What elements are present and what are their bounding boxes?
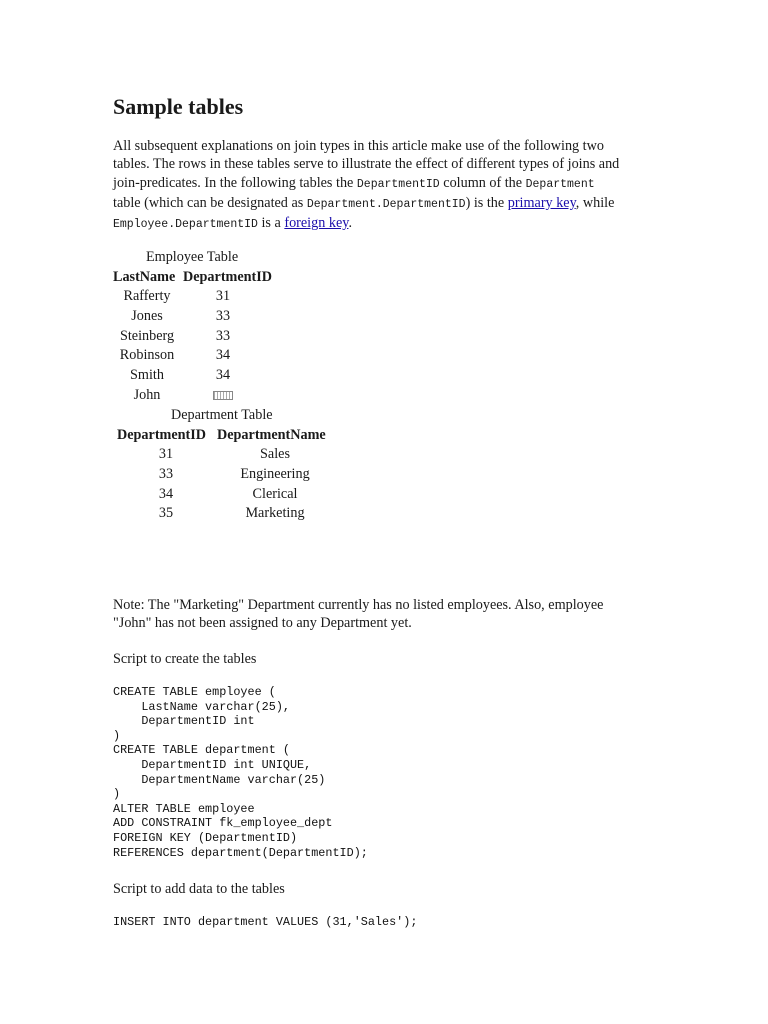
intro-text: table (which can be designated as	[113, 194, 307, 211]
intro-line-5	[113, 214, 653, 234]
cell-lastname: Robinson	[119, 347, 175, 364]
cell-departmentid: 31	[158, 446, 174, 462]
table-header-row	[113, 267, 279, 287]
cell-lastname: John	[133, 386, 161, 403]
cell-departmentid: 34	[158, 485, 174, 502]
cell-lastname: Jones	[131, 307, 163, 324]
department-table-caption: Department Table	[171, 407, 273, 423]
intro-text: .	[348, 215, 352, 232]
insert-data-code-block: INSERT INTO department VALUES (31,'Sales');	[113, 915, 418, 929]
intro-line-2: tables. The rows in these tables serve to illustrate the effect of different types of joins and	[113, 156, 620, 173]
cell-departmentid: 33	[158, 465, 174, 482]
table-row	[117, 504, 335, 524]
table-row	[113, 386, 279, 406]
note-paragraph	[113, 596, 603, 633]
intro-text: ) is the	[465, 194, 508, 211]
intro-line-3	[113, 174, 653, 194]
inline-code-department-departmentid: Department.DepartmentID	[306, 197, 466, 211]
note-line-2: "John" has not been assigned to any Department yet.	[113, 615, 412, 632]
intro-text: join-predicates. In the following tables the	[113, 174, 357, 191]
column-header-departmentid: DepartmentID	[117, 427, 207, 443]
table-row	[117, 485, 335, 505]
section-title: Sample tables	[113, 94, 244, 119]
cell-departmentname: Sales	[260, 446, 290, 462]
cell-departmentname: Engineering	[240, 465, 310, 482]
table-row	[113, 287, 279, 307]
inline-code-department: Department	[525, 177, 595, 191]
intro-line-4	[113, 194, 653, 214]
column-header-lastname: LastName	[113, 269, 176, 285]
table-row	[117, 465, 335, 485]
cell-departmentid: 33	[215, 307, 231, 324]
cell-lastname: Steinberg	[119, 327, 175, 344]
create-tables-code-block: CREATE TABLE employee ( LastName varchar(25), DepartmentID int ) CREATE TABLE department ( DepartmentID int UNIQUE, DepartmentName varchar(25) ) ALTER TABLE employee ADD CONSTRAINT fk_employee_dept FOREIGN KEY (DepartmentID) REFERENCES department(DepartmentID);	[113, 685, 368, 860]
employee-table	[113, 267, 279, 406]
table-row	[113, 366, 279, 386]
cell-departmentid: 33	[215, 327, 231, 344]
intro-text: is a	[257, 215, 285, 232]
table-row	[113, 307, 279, 327]
intro-line-1: All subsequent explanations on join types in this article make use of the following two	[113, 138, 604, 154]
create-script-heading: Script to create the tables	[113, 651, 257, 667]
cell-departmentid: 34	[215, 347, 231, 364]
inline-code-employee-departmentid: Employee.DepartmentID	[113, 218, 258, 232]
table-row	[117, 445, 335, 465]
cell-lastname: Rafferty	[123, 288, 171, 304]
cell-departmentid: 31	[215, 288, 231, 304]
inline-code-departmentid: DepartmentID	[356, 177, 440, 191]
cell-departmentid-null	[181, 386, 279, 406]
cell-lastname: Smith	[130, 367, 164, 384]
table-row	[113, 346, 279, 366]
department-table	[117, 425, 335, 524]
table-header-row	[117, 425, 335, 445]
note-line-1: Note: The "Marketing" Department currently has no listed employees. Also, employee	[113, 597, 604, 613]
cell-departmentname: Clerical	[252, 485, 298, 502]
cell-departmentid: 35	[158, 505, 174, 522]
primary-key-link[interactable]: primary key	[507, 194, 576, 211]
column-header-departmentid: DepartmentID	[183, 269, 273, 285]
cell-departmentid: 34	[215, 367, 231, 384]
employee-table-caption: Employee Table	[146, 249, 239, 265]
intro-paragraph	[113, 137, 653, 234]
insert-script-heading: Script to add data to the tables	[113, 881, 285, 897]
intro-text: column of the	[439, 174, 526, 191]
table-row	[113, 327, 279, 347]
foreign-key-link[interactable]: foreign key	[284, 215, 349, 232]
column-header-departmentname: DepartmentName	[217, 427, 326, 443]
cell-departmentname: Marketing	[245, 505, 305, 522]
null-value-icon	[213, 391, 233, 400]
intro-text: , while	[575, 194, 615, 211]
